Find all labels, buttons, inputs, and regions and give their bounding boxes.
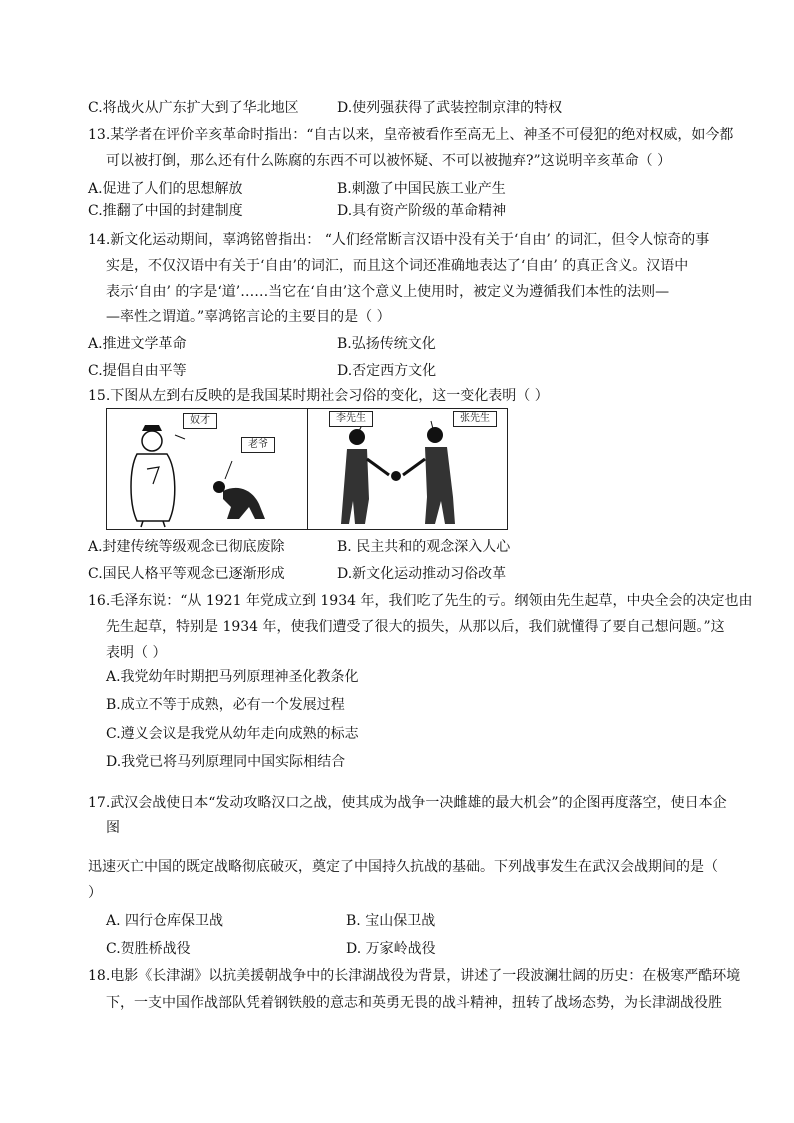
q14-option-a: A.推进文学革命: [88, 336, 187, 352]
q17-option-a: A. 四行仓库保卫战: [106, 913, 224, 929]
q13-stem-line1: 13.某学者在评价辛亥革命时指出：“自古以来，皇帝被看作至高无上、神圣不可侵犯的绝对权威，如今都: [88, 127, 734, 143]
q16-option-d: D.我党已将马列原理同中国实际相结合: [106, 754, 346, 770]
q17-stem-line2: 图: [106, 820, 120, 836]
q17-stem-line4: ）: [88, 885, 102, 901]
q13-option-c: C.推翻了中国的封建制度: [88, 203, 243, 219]
speech-bubble-nucai: 奴才: [183, 413, 217, 429]
q16-stem-line1: 16.毛泽东说：“从 1921 年党成立到 1934 年，我们吃了先生的亏。纲领由先生起草，中央全会的决定也由: [88, 593, 753, 609]
q17-option-c: C.贺胜桥战役: [106, 941, 191, 957]
q16-option-a: A.我党幼年时期把马列原理神圣化教条化: [106, 669, 359, 685]
speech-bubble-zhang: 张先生: [453, 411, 497, 427]
speech-bubble-li: 李先生: [329, 411, 373, 427]
q15-option-a: A.封建传统等级观念已彻底废除: [88, 539, 285, 555]
q16-option-c: C.遵义会议是我党从幼年走向成熟的标志: [106, 726, 359, 742]
q15-cartoon-figure: [106, 408, 508, 530]
q14-stem-line3: 表示‘自由’ 的字是‘道’……当它在‘自由’这个意义上使用时，被定义为遵循我们本性的法则—: [106, 284, 670, 300]
q18-stem-line1: 18.电影《长津湖》以抗美援朝战争中的长津湖战役为背景，讲述了一段波澜壮阔的历史：在极寒严酷环境: [88, 968, 741, 984]
q13-option-d: D.具有资产阶级的革命精神: [337, 203, 507, 219]
q14-stem-line1: 14.新文化运动期间，辜鸿铭曾指出： “人们经常断言汉语中没有关于‘自由’ 的词汇，但令人惊奇的事: [88, 232, 710, 248]
q17-option-b: B. 宝山保卫战: [346, 913, 436, 929]
q16-option-b: B.成立不等于成熟，必有一个发展过程: [106, 697, 345, 713]
q13-stem-line2: 可以被打倒，那么还有什么陈腐的东西不可以被怀疑、不可以被抛弃?”这说明辛亥革命（ ）: [106, 153, 672, 169]
q16-stem-line2: 先生起草，特别是 1934 年，使我们遭受了很大的损失，从那以后，我们就懂得了要自己想问题。”这: [106, 619, 725, 635]
right-panel-drawing: [307, 409, 507, 529]
q15-option-d: D.新文化运动推动习俗改革: [337, 566, 507, 582]
speech-bubble-laoye: 老爷: [241, 437, 275, 453]
q15-option-b: B. 民主共和的观念深入人心: [337, 539, 511, 555]
q14-option-d: D.否定西方文化: [337, 363, 437, 379]
q15-option-c: C.国民人格平等观念已逐渐形成: [88, 566, 285, 582]
q12-option-c: C.将战火从广东扩大到了华北地区: [88, 100, 299, 116]
q18-stem-line2: 下，一支中国作战部队凭着钢铁般的意志和英勇无畏的战斗精神，扭转了战场态势，为长津湖战役胜: [106, 995, 722, 1011]
q17-stem-line1: 17.武汉会战使日本“发动攻略汉口之战，使其成为战争一决雌雄的最大机会”的企图再度落空，使日本企: [88, 795, 727, 811]
q14-stem-line4: —率性之谓道。”辜鸿铭言论的主要目的是（ ）: [106, 309, 391, 325]
q13-option-b: B.刺激了中国民族工业产生: [337, 181, 506, 197]
q14-option-c: C.提倡自由平等: [88, 363, 187, 379]
q13-option-a: A.促进了人们的思想解放: [88, 181, 243, 197]
q17-stem-line3: 迅速灭亡中国的既定战略彻底破灭，奠定了中国持久抗战的基础。下列战事发生在武汉会战期间的是（: [88, 859, 718, 875]
q14-stem-line2: 实是，不仅汉语中有关于‘自由’的词汇，而且这个词还准确地表达了‘自由’ 的真正含义。汉语中: [106, 258, 689, 274]
q17-option-d: D. 万家岭战役: [346, 941, 436, 957]
q12-option-d: D.使列强获得了武装控制京津的特权: [337, 100, 563, 116]
q15-stem-line1: 15.下图从左到右反映的是我国某时期社会习俗的变化，这一变化表明（ ）: [88, 388, 549, 404]
q16-stem-line3: 表明（ ）: [106, 645, 167, 661]
q14-option-b: B.弘扬传统文化: [337, 336, 436, 352]
